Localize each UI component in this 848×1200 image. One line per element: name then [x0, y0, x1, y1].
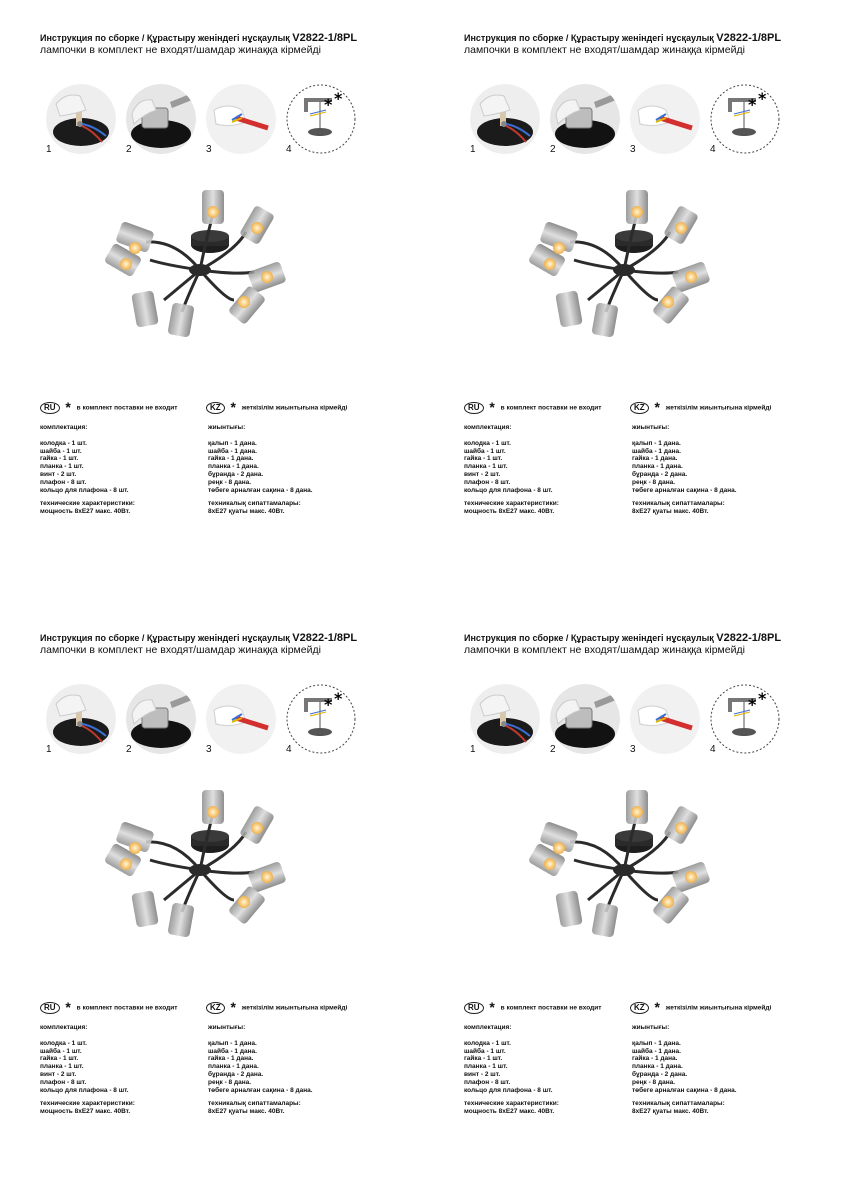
- kz-legend: [206, 999, 348, 1016]
- ru-not-included-note: в комплект поставки не входит: [76, 404, 178, 412]
- ru-components-heading: комплектация:: [464, 1024, 512, 1031]
- kz-component-item: бұранда - 2 дана.: [208, 1070, 264, 1078]
- ru-spec-heading: технические характеристики:: [464, 500, 559, 508]
- kz-component-item: планка - 1 дана.: [208, 463, 259, 471]
- ru-component-item: шайба - 1 шт.: [40, 1047, 82, 1055]
- step-1-photo: [46, 684, 116, 754]
- kz-component-item: төбеге арналған сақина - 8 дана.: [632, 486, 737, 494]
- ru-spec-value: мощность 8xE27 макс. 40Вт.: [40, 508, 131, 516]
- ru-component-item: винт - 2 шт.: [40, 470, 77, 478]
- asterisk-icon: *: [654, 999, 660, 1016]
- kz-not-included-note: жеткізілім жиынтығына кірмейді: [241, 404, 348, 412]
- bulbs-not-included-note: лампочки в комплект не входят/шамдар жинаққа кірмейді: [464, 44, 745, 56]
- not-included-mark: *: [748, 95, 757, 114]
- step-3-photo: [206, 84, 276, 154]
- kz-component-item: реңк - 8 дана.: [208, 1078, 252, 1086]
- step-number: 3: [630, 744, 636, 755]
- not-included-mark: *: [324, 95, 333, 114]
- kz-component-item: төбеге арналған сақина - 8 дана.: [632, 1086, 737, 1094]
- assembly-steps: [46, 84, 366, 154]
- title-text: Инструкция по сборке / Құрастыру женіндегі нұсқаулық: [464, 633, 714, 643]
- step-number: 3: [206, 144, 212, 155]
- kz-component-item: бұранда - 2 дана.: [632, 1070, 688, 1078]
- step-2-photo: [126, 684, 196, 754]
- ru-component-item: колодка - 1 шт.: [464, 439, 511, 447]
- ru-component-item: плафон - 8 шт.: [464, 478, 511, 486]
- kz-spec-value: 8xE27 қуаты макс. 40Вт.: [208, 1108, 285, 1116]
- ru-components-column: [40, 1024, 135, 1116]
- kz-component-item: шайба - 1 дана.: [632, 1047, 681, 1055]
- kz-component-item: гайка - 1 дана.: [632, 455, 678, 463]
- asterisk-icon: *: [230, 399, 236, 416]
- kz-component-item: төбеге арналған сақина - 8 дана.: [208, 1086, 313, 1094]
- ru-component-item: колодка - 1 шт.: [464, 1039, 511, 1047]
- not-included-mark: *: [334, 689, 343, 708]
- ru-component-item: планка - 1 шт.: [40, 1063, 84, 1071]
- step-number: 1: [470, 744, 476, 755]
- step-number: 2: [126, 144, 132, 155]
- ru-legend: [40, 999, 178, 1016]
- asterisk-icon: *: [489, 999, 495, 1016]
- kz-badge: KZ: [206, 1002, 225, 1014]
- step-1-photo: [470, 84, 540, 154]
- ru-component-item: планка - 1 шт.: [40, 463, 84, 471]
- ru-badge: RU: [464, 1002, 484, 1014]
- instruction-panel: [0, 600, 424, 1200]
- title-text: Инструкция по сборке / Құрастыру женіндегі нұсқаулық: [40, 633, 290, 643]
- kz-badge: KZ: [206, 402, 225, 414]
- ru-component-item: плафон - 8 шт.: [464, 1078, 511, 1086]
- kz-components-column: [632, 1024, 737, 1116]
- step-number: 4: [710, 744, 716, 755]
- step-number: 3: [630, 144, 636, 155]
- step-3-photo: [206, 684, 276, 754]
- step-3-photo: [630, 84, 700, 154]
- step-number: 2: [550, 744, 556, 755]
- step-number: 4: [710, 144, 716, 155]
- bulbs-not-included-note: лампочки в комплект не входят/шамдар жинаққа кірмейді: [40, 44, 321, 56]
- asterisk-icon: *: [65, 399, 71, 416]
- kz-spec-value: 8xE27 қуаты макс. 40Вт.: [632, 508, 709, 516]
- step-3-photo: [630, 684, 700, 754]
- kz-component-item: шайба - 1 дана.: [632, 447, 681, 455]
- bulbs-not-included-note: лампочки в комплект не входят/шамдар жинаққа кірмейді: [464, 644, 745, 656]
- ru-component-item: винт - 2 шт.: [464, 1070, 501, 1078]
- kz-spec-value: 8xE27 қуаты макс. 40Вт.: [208, 508, 285, 516]
- ru-component-item: кольцо для плафона - 8 шт.: [40, 486, 129, 494]
- model-code: V2822-1/8PL: [716, 32, 782, 44]
- step-number: 2: [126, 744, 132, 755]
- step-4-diagram: [286, 84, 356, 154]
- ru-components-heading: комплектация:: [40, 424, 88, 431]
- ru-components-column: [464, 424, 559, 516]
- kz-legend: [206, 399, 348, 416]
- ru-component-item: плафон - 8 шт.: [40, 1078, 87, 1086]
- kz-components-column: [632, 424, 737, 516]
- kz-spec-heading: техникалық сипаттамалары:: [208, 1100, 301, 1108]
- kz-not-included-note: жеткізілім жиынтығына кірмейді: [665, 404, 772, 412]
- kz-component-item: планка - 1 дана.: [208, 1063, 259, 1071]
- step-1-photo: [470, 684, 540, 754]
- kz-components-heading: жиынтығы:: [632, 1024, 670, 1031]
- ru-component-item: гайка - 1 шт.: [464, 1055, 503, 1063]
- ru-spec-heading: технические характеристики:: [464, 1100, 559, 1108]
- kz-component-item: қалып - 1 дана.: [208, 1039, 257, 1047]
- instruction-title: [40, 632, 357, 644]
- model-code: V2822-1/8PL: [292, 632, 358, 644]
- instruction-title: [464, 632, 781, 644]
- asterisk-icon: *: [489, 399, 495, 416]
- kz-component-item: бұранда - 2 дана.: [208, 470, 264, 478]
- step-number: 4: [286, 744, 292, 755]
- instruction-panel: [424, 600, 848, 1200]
- step-4-diagram: [710, 684, 780, 754]
- not-included-mark: *: [748, 695, 757, 714]
- step-number: 1: [470, 144, 476, 155]
- step-number: 1: [46, 144, 52, 155]
- chandelier-product-image: [510, 180, 770, 340]
- ru-component-item: гайка - 1 шт.: [40, 1055, 79, 1063]
- ru-component-item: плафон - 8 шт.: [40, 478, 87, 486]
- chandelier-product-image: [86, 780, 346, 940]
- ru-spec-value: мощность 8xE27 макс. 40Вт.: [464, 1108, 555, 1116]
- ru-spec-value: мощность 8xE27 макс. 40Вт.: [464, 508, 555, 516]
- kz-components-heading: жиынтығы:: [632, 424, 670, 431]
- kz-component-item: қалып - 1 дана.: [632, 439, 681, 447]
- ru-spec-heading: технические характеристики:: [40, 1100, 135, 1108]
- ru-component-item: шайба - 1 шт.: [40, 447, 82, 455]
- assembly-steps: [46, 684, 366, 754]
- kz-components-column: [208, 424, 313, 516]
- ru-legend: [464, 399, 602, 416]
- not-included-mark: *: [758, 689, 767, 708]
- kz-spec-heading: техникалық сипаттамалары:: [632, 1100, 725, 1108]
- not-included-mark: *: [334, 89, 343, 108]
- ru-badge: RU: [40, 402, 60, 414]
- kz-component-item: реңк - 8 дана.: [632, 478, 676, 486]
- ru-component-item: планка - 1 шт.: [464, 1063, 508, 1071]
- ru-component-item: планка - 1 шт.: [464, 463, 508, 471]
- not-included-mark: *: [324, 695, 333, 714]
- instruction-panel: [0, 0, 424, 600]
- chandelier-product-image: [510, 780, 770, 940]
- ru-not-included-note: в комплект поставки не входит: [500, 1004, 602, 1012]
- step-number: 3: [206, 744, 212, 755]
- ru-legend: [464, 999, 602, 1016]
- kz-components-heading: жиынтығы:: [208, 1024, 246, 1031]
- kz-component-item: планка - 1 дана.: [632, 463, 683, 471]
- asterisk-icon: *: [654, 399, 660, 416]
- kz-not-included-note: жеткізілім жиынтығына кірмейді: [665, 1004, 772, 1012]
- ru-spec-heading: технические характеристики:: [40, 500, 135, 508]
- step-number: 1: [46, 744, 52, 755]
- ru-not-included-note: в комплект поставки не входит: [76, 1004, 178, 1012]
- kz-spec-heading: техникалық сипаттамалары:: [208, 500, 301, 508]
- ru-components-heading: комплектация:: [40, 1024, 88, 1031]
- not-included-mark: *: [758, 89, 767, 108]
- ru-component-item: шайба - 1 шт.: [464, 1047, 506, 1055]
- kz-component-item: гайка - 1 дана.: [632, 1055, 678, 1063]
- chandelier-product-image: [86, 180, 346, 340]
- instruction-panel: [424, 0, 848, 600]
- ru-badge: RU: [464, 402, 484, 414]
- kz-component-item: бұранда - 2 дана.: [632, 470, 688, 478]
- ru-spec-value: мощность 8xE27 макс. 40Вт.: [40, 1108, 131, 1116]
- ru-component-item: колодка - 1 шт.: [40, 1039, 87, 1047]
- title-text: Инструкция по сборке / Құрастыру женіндегі нұсқаулық: [40, 33, 290, 43]
- kz-component-item: төбеге арналған сақина - 8 дана.: [208, 486, 313, 494]
- step-2-photo: [126, 84, 196, 154]
- kz-legend: [630, 999, 772, 1016]
- kz-components-column: [208, 1024, 313, 1116]
- model-code: V2822-1/8PL: [292, 32, 358, 44]
- kz-component-item: реңк - 8 дана.: [208, 478, 252, 486]
- ru-component-item: гайка - 1 шт.: [464, 455, 503, 463]
- ru-component-item: колодка - 1 шт.: [40, 439, 87, 447]
- ru-components-column: [40, 424, 135, 516]
- kz-component-item: гайка - 1 дана.: [208, 455, 254, 463]
- ru-badge: RU: [40, 1002, 60, 1014]
- kz-not-included-note: жеткізілім жиынтығына кірмейді: [241, 1004, 348, 1012]
- instruction-title: [40, 32, 357, 44]
- ru-not-included-note: в комплект поставки не входит: [500, 404, 602, 412]
- step-2-photo: [550, 84, 620, 154]
- step-number: 2: [550, 144, 556, 155]
- model-code: V2822-1/8PL: [716, 632, 782, 644]
- ru-component-item: шайба - 1 шт.: [464, 447, 506, 455]
- step-4-diagram: [710, 84, 780, 154]
- ru-components-heading: комплектация:: [464, 424, 512, 431]
- ru-legend: [40, 399, 178, 416]
- step-number: 4: [286, 144, 292, 155]
- asterisk-icon: *: [230, 999, 236, 1016]
- ru-component-item: винт - 2 шт.: [40, 1070, 77, 1078]
- ru-component-item: гайка - 1 шт.: [40, 455, 79, 463]
- ru-component-item: кольцо для плафона - 8 шт.: [464, 486, 553, 494]
- kz-components-heading: жиынтығы:: [208, 424, 246, 431]
- instruction-title: [464, 32, 781, 44]
- ru-components-column: [464, 1024, 559, 1116]
- kz-spec-value: 8xE27 қуаты макс. 40Вт.: [632, 1108, 709, 1116]
- kz-component-item: қалып - 1 дана.: [632, 1039, 681, 1047]
- step-2-photo: [550, 684, 620, 754]
- bulbs-not-included-note: лампочки в комплект не входят/шамдар жинаққа кірмейді: [40, 644, 321, 656]
- asterisk-icon: *: [65, 999, 71, 1016]
- kz-component-item: реңк - 8 дана.: [632, 1078, 676, 1086]
- kz-badge: KZ: [630, 402, 649, 414]
- ru-component-item: винт - 2 шт.: [464, 470, 501, 478]
- kz-badge: KZ: [630, 1002, 649, 1014]
- title-text: Инструкция по сборке / Құрастыру женіндегі нұсқаулық: [464, 33, 714, 43]
- kz-legend: [630, 399, 772, 416]
- step-1-photo: [46, 84, 116, 154]
- kz-spec-heading: техникалық сипаттамалары:: [632, 500, 725, 508]
- assembly-steps: [470, 84, 790, 154]
- ru-component-item: кольцо для плафона - 8 шт.: [464, 1086, 553, 1094]
- assembly-steps: [470, 684, 790, 754]
- kz-component-item: шайба - 1 дана.: [208, 1047, 257, 1055]
- kz-component-item: гайка - 1 дана.: [208, 1055, 254, 1063]
- kz-component-item: қалып - 1 дана.: [208, 439, 257, 447]
- step-4-diagram: [286, 684, 356, 754]
- kz-component-item: шайба - 1 дана.: [208, 447, 257, 455]
- ru-component-item: кольцо для плафона - 8 шт.: [40, 1086, 129, 1094]
- kz-component-item: планка - 1 дана.: [632, 1063, 683, 1071]
